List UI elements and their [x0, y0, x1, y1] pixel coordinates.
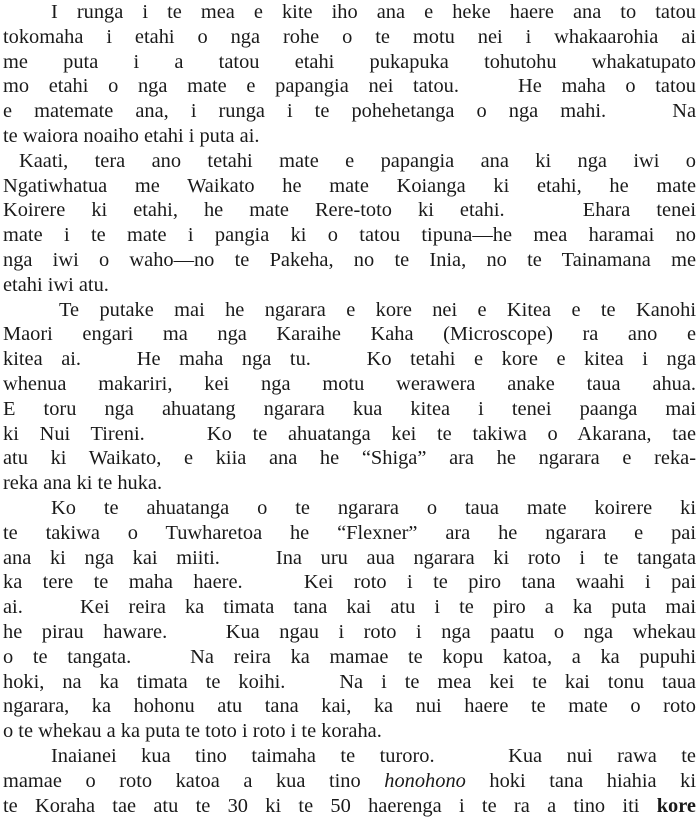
text-line: mo etahi o nga mate e papangia nei tatou. He maha o tatou: [3, 75, 696, 98]
text-line: ai. Kei reira ka timata tana kai atu i te piro a ka puta mai: [3, 596, 696, 619]
text-line: mate i te mate i pangia ki o tatou tipuna—he mea haramai no: [3, 224, 696, 247]
text-line: Ko te ahuatanga o te ngarara o taua mate koirere ki: [51, 496, 696, 519]
text-line: nga iwi o waho—no te Pakeha, no te Inia, no te Tainamana me: [3, 248, 696, 271]
text-line: Inaianei kua tino taimaha te turoro. Kua nui rawa te: [51, 744, 696, 767]
text-line: me puta i a tatou etahi pukapuka tohutohu whakatupato: [3, 50, 696, 73]
emphasis-italic: honohono: [384, 769, 466, 792]
text-line: [3, 769, 696, 794]
text-line: Maori engari ma nga Karaihe Kaha (Microscope) ra ano e: [3, 323, 696, 346]
text-line: te takiwa o Tuwharetoa he “Flexner” ara he ngarara e pai: [3, 521, 696, 544]
text-line: whenua makariri, kei nga motu werawera anake taua ahua.: [3, 372, 696, 395]
paragraph-1: [3, 0, 696, 149]
text-line: Koirere ki etahi, he mate Rere-toto ki etahi. Ehara tenei: [3, 199, 696, 222]
emphasis-bold: kore: [656, 794, 696, 817]
text-line: atu ki Waikato, e kiia ana he “Shiga” ara he ngarara e reka-: [3, 447, 696, 470]
paragraph-2: [3, 149, 696, 298]
text-line: ka tere te maha haere. Kei roto i te piro tana waahi i pai: [3, 571, 696, 594]
paragraph-5: [3, 744, 696, 818]
text-line: e matemate ana, i runga i te pohehetanga o nga mahi. Na: [3, 100, 696, 123]
text-line: ngarara, ka hohonu atu tana kai, ka nui haere te mate o roto: [3, 695, 696, 718]
paragraph-3: [3, 298, 696, 496]
text-line: Te putake mai he ngarara e kore nei e Kitea e te Kanohi: [59, 298, 696, 321]
text-line: E toru nga ahuatang ngarara kua kitea i tenei paanga mai: [3, 397, 696, 420]
text-line: tokomaha i etahi o nga rohe o te motu nei i whakaarohia ai: [3, 25, 696, 48]
text-line: kitea ai. He maha nga tu. Ko tetahi e kore e kitea i nga: [3, 348, 696, 371]
text-line: ana ki nga kai miiti. Ina uru aua ngarara ki roto i te tangata: [3, 546, 696, 569]
text-line: ki Nui Tireni. Ko te ahuatanga kei te takiwa o Akarana, tae: [3, 422, 696, 445]
text-line: Ngatiwhatua me Waikato he mate Koianga ki etahi, he mate: [3, 174, 696, 197]
text-line: etahi iwi atu.: [3, 273, 109, 296]
paragraph-4: [3, 496, 696, 744]
text-line: o te whekau a ka puta te toto i roto i te koraha.: [3, 720, 382, 743]
text-line: [3, 794, 696, 818]
text-line: I runga i te mea e kite iho ana e heke haere ana to tatou: [51, 1, 696, 23]
text-segment: te Koraha tae atu te 30 ki te 50 haerenga i te ra a tino iti: [3, 794, 657, 817]
text-line: Kaati, tera ano tetahi mate e papangia ana ki nga iwi o: [19, 149, 696, 172]
text-line: o te tangata. Na reira ka mamae te kopu katoa, a ka pupuhi: [3, 645, 696, 668]
text-line: te waiora noaiho etahi i puta ai.: [3, 124, 260, 147]
text-line: reka ana ki te huka.: [3, 472, 163, 495]
text-line: hoki, na ka timata te koihi. Na i te mea kei te kai tonu taua: [3, 670, 696, 693]
text-segment: hoki tana hiahia ki: [465, 769, 696, 792]
text-line: he pirau haware. Kua ngau i roto i nga paatu o nga whekau: [3, 620, 696, 643]
text-segment: mamae o roto katoa a kua tino: [3, 769, 385, 792]
